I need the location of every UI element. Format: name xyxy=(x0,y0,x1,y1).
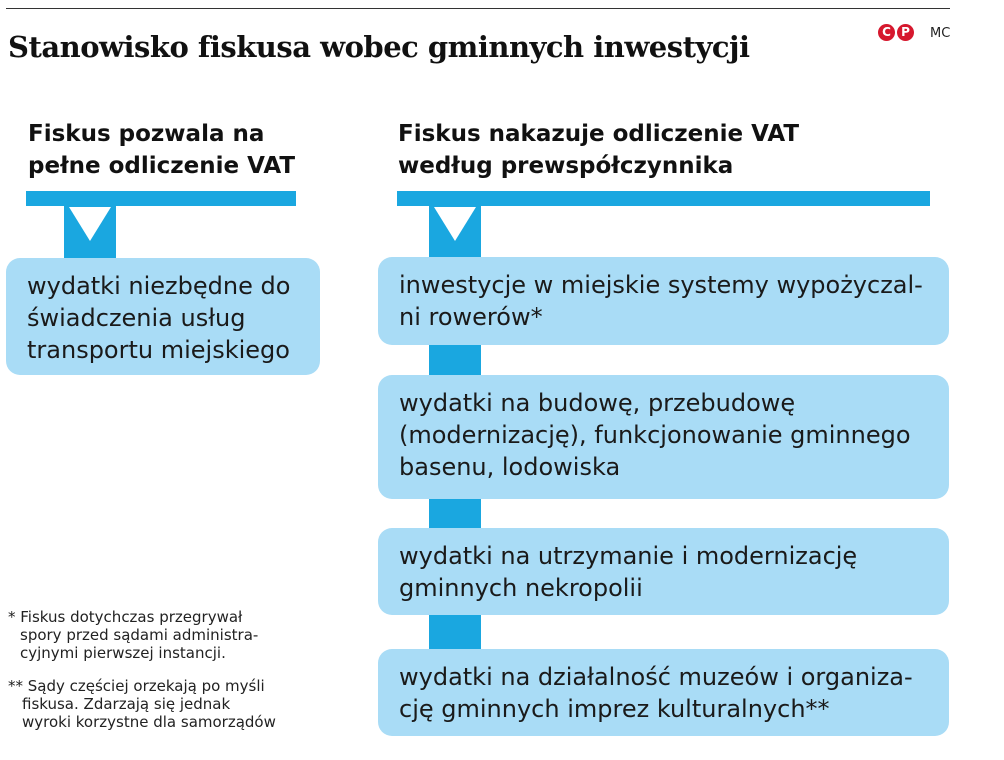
item-line: ni rowerów* xyxy=(399,303,543,331)
right-column-heading xyxy=(398,118,938,182)
publisher-logo xyxy=(878,24,916,41)
logo-c-icon: C xyxy=(878,24,895,41)
footnote-single-asterisk xyxy=(8,608,258,662)
item-line: (modernizację), funkcjonowanie gminnego xyxy=(399,421,911,449)
left-item-box xyxy=(6,258,320,375)
item-line: transportu miejskiego xyxy=(27,336,290,364)
item-line: gminnych nekropolii xyxy=(399,574,643,602)
footnote-line: cyjnymi pierwszej instancji. xyxy=(20,644,226,662)
footnote-double-asterisk xyxy=(8,677,276,731)
footnote-line: spory przed sądami administra- xyxy=(20,626,259,644)
footnote-line: fiskusa. Zdarzają się jednak xyxy=(22,695,231,713)
right-down-arrow-icon xyxy=(434,207,476,241)
item-line: wydatki niezbędne do xyxy=(27,272,291,300)
author-initials: MC xyxy=(930,26,951,41)
left-connector-bar xyxy=(26,191,296,206)
top-rule xyxy=(6,8,950,9)
item-line: basenu, lodowiska xyxy=(399,453,621,481)
item-line: inwestycje w miejskie systemy wypożyczal- xyxy=(399,271,923,299)
footnote-line: ** Sądy częściej orzekają po myśli xyxy=(8,677,265,695)
right-item-box xyxy=(378,649,949,736)
footnote-line: wyroki korzystne dla samorządów xyxy=(22,713,276,731)
item-line: wydatki na budowę, przebudowę xyxy=(399,389,796,417)
item-line: świadczenia usług xyxy=(27,304,246,332)
right-item-box xyxy=(378,257,949,345)
page-title: Stanowisko fiskusa wobec gminnych inwestycji xyxy=(8,30,750,64)
right-connector-bar xyxy=(397,191,930,206)
item-line: wydatki na utrzymanie i modernizację xyxy=(399,542,858,570)
item-line: cję gminnych imprez kulturalnych** xyxy=(399,695,830,723)
heading-line: pełne odliczenie VAT xyxy=(28,153,296,179)
right-item-box xyxy=(378,528,949,615)
right-item-box xyxy=(378,375,949,499)
logo-p-icon: P xyxy=(897,24,914,41)
item-line: wydatki na działalność muzeów i organiza- xyxy=(399,663,913,691)
heading-line: według prewspółczynnika xyxy=(398,153,734,179)
left-column-heading xyxy=(28,118,328,182)
heading-line: Fiskus pozwala na xyxy=(28,121,265,147)
footnote-line: * Fiskus dotychczas przegrywał xyxy=(8,608,243,626)
left-down-arrow-icon xyxy=(69,207,111,241)
heading-line: Fiskus nakazuje odliczenie VAT xyxy=(398,121,800,147)
